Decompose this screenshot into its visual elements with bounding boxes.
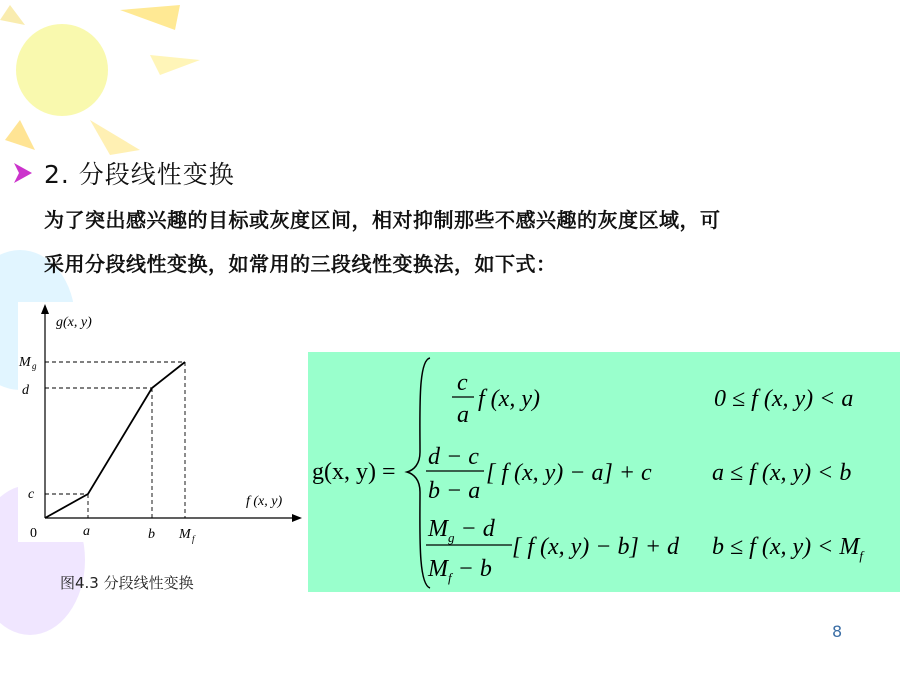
y-tick-c: c: [28, 487, 35, 502]
row1-expression: f (x, y): [478, 386, 540, 412]
page-number: 8: [832, 622, 843, 641]
figure-caption: 图4.3 分段线性变换: [60, 574, 194, 592]
row3-den-m: M: [428, 556, 448, 582]
paragraph-line-2: 采用分段线性变换，如常用的三段线性变换法，如下式：: [44, 252, 557, 276]
row3-num-rest: − d: [454, 516, 495, 542]
y-axis-label: g(x, y): [56, 315, 92, 330]
row3-cond-sub: f: [859, 548, 863, 563]
row3-num-sub: g: [448, 530, 455, 545]
left-brace: [407, 358, 430, 588]
arrow-bullet-icon: [12, 160, 34, 186]
y-tick-d: d: [22, 383, 29, 398]
row2-condition: a ≤ f (x, y) < b: [712, 460, 852, 486]
paragraph-line-1: 为了突出感兴趣的目标或灰度区间，相对抑制那些不感兴趣的灰度区域，可: [44, 208, 721, 232]
x-axis-label: f (x, y): [246, 494, 283, 509]
sun-decoration: [0, 5, 200, 155]
row3-numerator: [427, 516, 496, 545]
y-tick-mg-sub: g: [32, 361, 37, 371]
row1-condition: 0 ≤ f (x, y) < a: [714, 386, 854, 412]
formula-box: [308, 352, 900, 592]
row3-num-m: M: [428, 516, 448, 542]
row3-cond-main: b ≤ f (x, y) < M: [712, 534, 860, 560]
formula-lhs: g(x, y) =: [312, 459, 396, 485]
row3-denominator: [427, 556, 492, 585]
row2-expression: [ f (x, y) − a] + c: [486, 460, 652, 486]
row3-den-sub: f: [448, 570, 452, 585]
x-tick-b: b: [148, 527, 155, 542]
row3-condition: [712, 534, 865, 563]
row1-numerator: c: [457, 370, 468, 396]
x-tick-mf-sub: f: [192, 534, 195, 544]
piecewise-formula: [308, 352, 900, 592]
row3-den-rest: − b: [451, 556, 492, 582]
section-heading: [12, 155, 235, 191]
row3-expression: [ f (x, y) − b] + d: [512, 534, 680, 560]
heading-text: 2. 分段线性变换: [44, 160, 235, 189]
x-tick-mf: M: [179, 527, 191, 542]
row2-numerator: d − c: [428, 444, 479, 470]
y-tick-mg: M: [19, 355, 31, 370]
row2-denominator: b − a: [428, 478, 481, 504]
origin-label: 0: [30, 526, 37, 541]
row1-denominator: a: [457, 402, 469, 428]
x-tick-a: a: [83, 524, 90, 539]
piecewise-linear-figure: [14, 298, 304, 558]
